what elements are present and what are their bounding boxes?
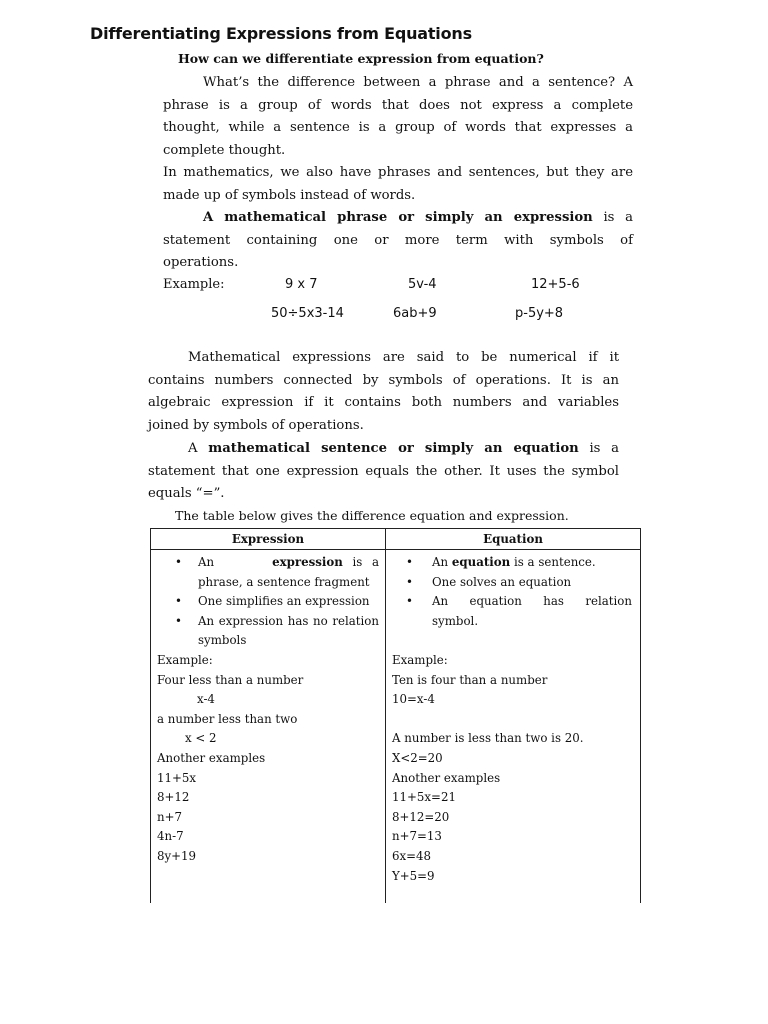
- numerical-line: Mathematical expressions are said to be numerical if it: [188, 350, 619, 365]
- example-expression: 9 x 7: [285, 277, 318, 292]
- bullet-icon: •: [175, 555, 182, 569]
- equation-definition-rest: is a: [589, 441, 619, 456]
- bullet-icon: •: [406, 594, 413, 609]
- numerical-line: joined by symbols of operations.: [148, 417, 364, 433]
- bullet-icon: •: [406, 574, 413, 589]
- list-item: 6x=48: [392, 848, 432, 863]
- bullet-icon: •: [406, 555, 413, 569]
- example-text: a number less than two: [157, 711, 298, 726]
- page-title: Differentiating Expressions from Equations: [90, 24, 472, 43]
- bullet-item: • An equation is a sentence.: [386, 553, 640, 573]
- equation-definition-line: equals “=”.: [148, 486, 225, 501]
- section-question: How can we differentiate expression from equation?: [178, 51, 544, 66]
- list-item: Y+5=9: [392, 868, 435, 883]
- list-item: 8y+19: [157, 848, 197, 863]
- equation-definition: [148, 438, 619, 506]
- intro-paragraph: [163, 72, 633, 207]
- expression-definition-line: operations.: [163, 255, 239, 270]
- numerical-line: algebraic expression if it contains both numbers and variables: [148, 395, 619, 410]
- expression-definition-line: statement containing one or more term with symbols of: [163, 232, 633, 248]
- another-examples-label: Another examples: [392, 770, 501, 785]
- expression-definition-line: [163, 207, 633, 230]
- intro-line: What’s the difference between a phrase and a sentence? A: [203, 75, 633, 90]
- table-caption: The table below gives the difference equation and expression.: [175, 508, 569, 523]
- expression-definition-rest: is a: [603, 210, 633, 225]
- bullet-item: • An expression is a phrase, a sentence fragment: [175, 555, 380, 589]
- numerical-line: contains numbers connected by symbols of operations. It is an: [148, 372, 619, 388]
- list-item: 11+5x: [157, 770, 197, 785]
- example-expression: 6ab+9: [393, 306, 437, 321]
- header-equation: Equation: [386, 529, 641, 550]
- intro-line: thought, while a sentence is a group of words that expresses a: [163, 120, 633, 135]
- bullet-icon: •: [175, 613, 182, 628]
- list-item: 8+12=20: [392, 809, 450, 824]
- list-item: 4n-7: [157, 829, 184, 844]
- bullet-item: • One simplifies an expression: [151, 592, 385, 612]
- equation-definition-line: statement that one expression equals the other. It uses the symbol: [148, 463, 619, 479]
- example-label: Example:: [392, 652, 448, 667]
- numerical-paragraph: [148, 347, 619, 437]
- equation-term: mathematical sentence or simply an equation: [208, 441, 579, 456]
- bullet-item: • An expression has no relation symbols: [175, 613, 379, 648]
- list-item: n+7: [157, 809, 182, 824]
- bullet-icon: •: [175, 594, 182, 609]
- intro-line: phrase is a group of words that does not express a complete: [163, 97, 633, 113]
- bullet-item: • An equation has relation symbol.: [406, 594, 632, 628]
- example-expression: 10=x-4: [392, 692, 435, 707]
- comparison-table: [150, 528, 641, 903]
- example-expression: x < 2: [185, 731, 217, 746]
- examples-label: Example:: [163, 277, 225, 292]
- expression-term: A mathematical phrase or simply an expression: [203, 210, 593, 225]
- example-text: A number is less than two is 20.: [392, 731, 584, 746]
- example-expression: 50÷5x3-14: [271, 306, 344, 321]
- expression-column: [151, 550, 386, 904]
- example-expression: X<2=20: [392, 750, 443, 765]
- list-item: n+7=13: [392, 829, 442, 844]
- example-expression: 5v-4: [408, 277, 437, 292]
- example-expression: 12+5-6: [531, 277, 580, 292]
- another-examples-label: Another examples: [157, 750, 266, 765]
- intro-line: In mathematics, we also have phrases and sentences, but they are: [163, 165, 633, 180]
- example-label: Example:: [157, 652, 213, 667]
- bullet-item: • One solves an equation: [386, 573, 640, 593]
- expression-definition: [163, 207, 633, 275]
- intro-line: made up of symbols instead of words.: [163, 187, 416, 203]
- equation-definition-pre: A: [188, 441, 198, 456]
- example-expression: p-5y+8: [515, 306, 564, 321]
- equation-column: [386, 550, 641, 904]
- example-expression: x-4: [197, 692, 215, 707]
- equation-definition-line: [148, 438, 619, 461]
- intro-line: complete thought.: [163, 142, 286, 158]
- header-expression: Expression: [151, 529, 386, 550]
- list-item: 8+12: [157, 790, 190, 805]
- list-item: 11+5x=21: [392, 790, 456, 805]
- example-text: Ten is four than a number: [392, 672, 548, 687]
- example-text: Four less than a number: [157, 672, 304, 687]
